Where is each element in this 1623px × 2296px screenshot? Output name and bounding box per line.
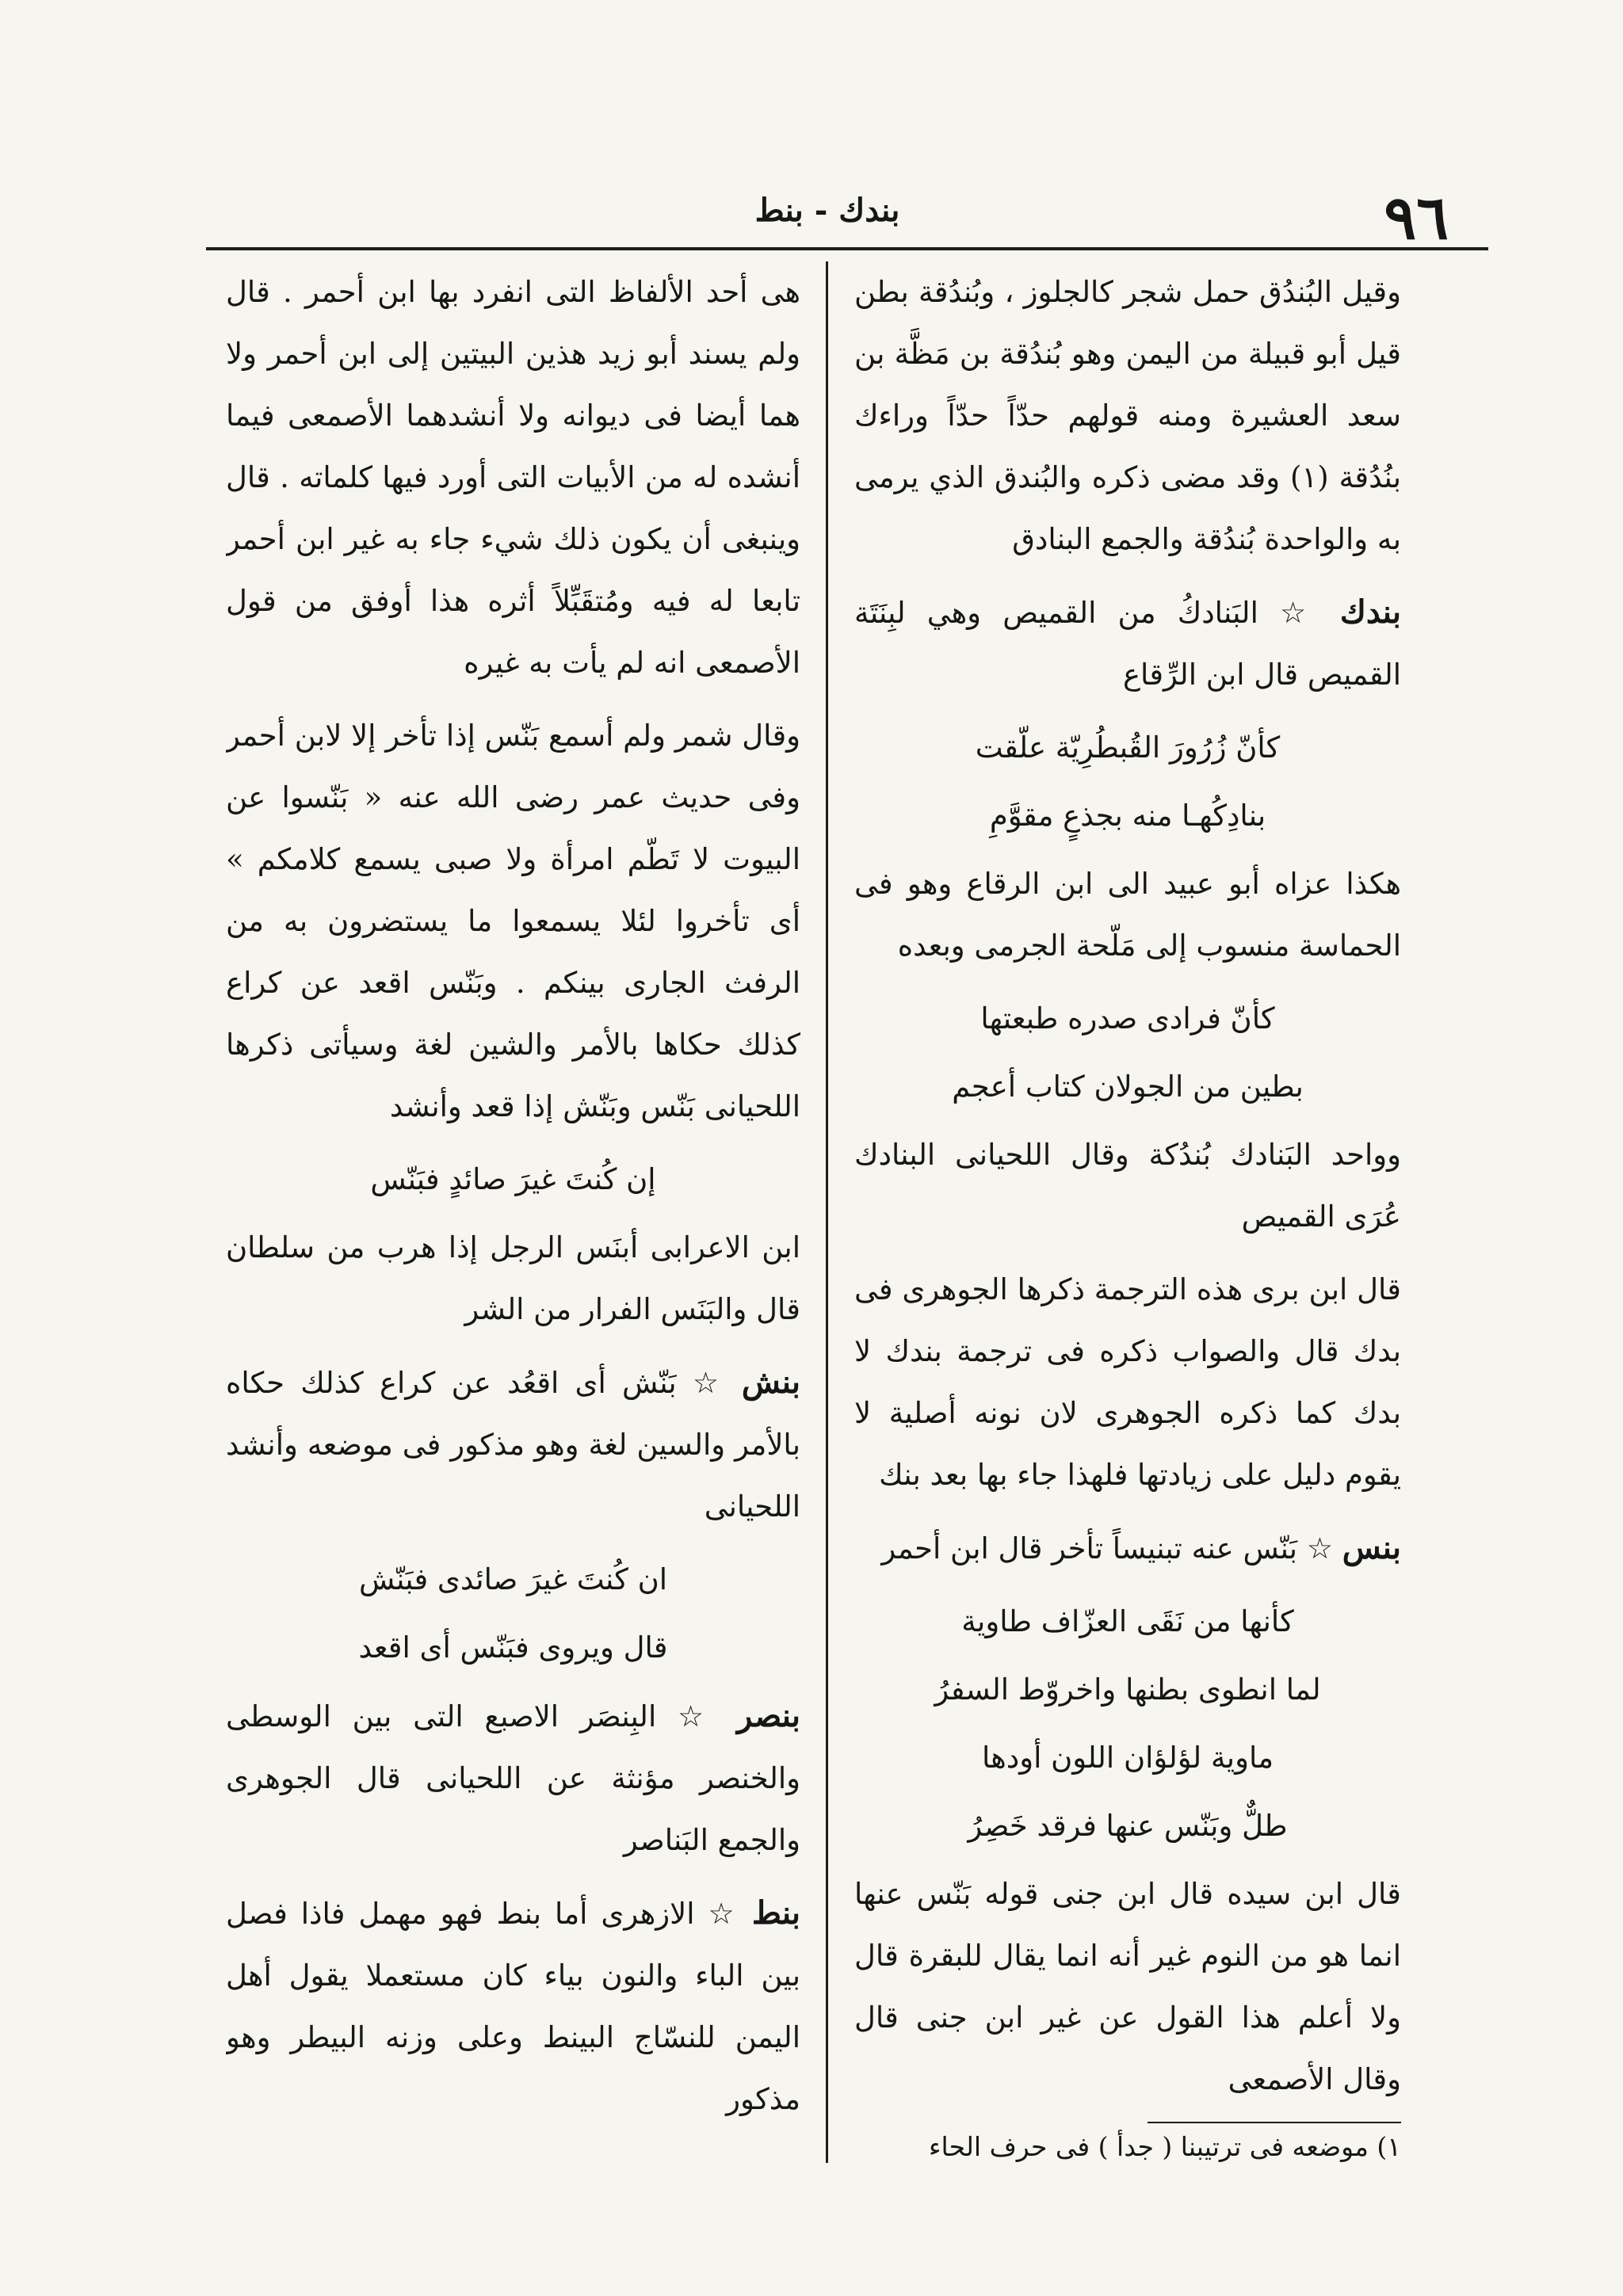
paragraph: وواحد البَنادك بُندُكة وقال اللحيانى البنادك عُرَى القميص [854,1138,1401,1234]
entry-headword: بندك [1339,593,1401,631]
entry-headword: بنصر [737,1697,800,1734]
entry-bandak [854,582,1401,706]
verse-line: ماوية لؤلؤان اللون أودها [981,1741,1274,1775]
paragraph: هكذا عزاه أبو عبيد الى ابن الرقاع وهو فى الحماسة منسوب إلى مَلّحة الجرمى وبعده [854,867,1401,963]
entry-binsir [226,1685,800,1871]
paragraph: هى أحد الألفاظ التى انفرد بها ابن أحمر . قال ولم يسند أبو زيد هذين البيتين إلى ابن أحمر ولا هما أيضا فى ديوانه ولا أنشدهما الأصمعى فيما أنشده له من الأبيات التى أورد فيها كلماته . قال وينبغى أن يكون ذلك شيء جاء به غير ابن أحمر تابعا له فيه ومُتقَبِّلاً أثره هذا أوفق من قول الأصمعى انه لم يأت به غيره [226,275,800,680]
verse-line: إن كُنتَ غيرَ صائدٍ فبَنّس [370,1162,656,1196]
verse-line: ان كُنتَ غيرَ صائدى فبَنّش [358,1562,668,1596]
verse-line: بنادِكُهـا منه بجذعٍ مقوَّمِ [989,799,1266,833]
entry-separator: ☆ [694,1897,739,1931]
page-number: ٩٦ [1384,182,1449,253]
verse-line: لما انطوى بطنها واخروّط السفرُ [934,1672,1321,1707]
right-column [854,261,1401,2163]
entry-text: الازهرى أما بنط فهو مهمل فاذا فصل بين الباء والنون بياء كان مستعملا يقول أهل اليمن للنسّاج البينط وعلى وزنه البيطر وهو مذكور [226,1897,800,2116]
running-title: بندك - بنط [754,192,900,229]
entry-banash [226,1352,800,1538]
entry-bant [226,1882,800,2130]
entry-headword: بنط [751,1894,800,1932]
entry-separator: ☆ [676,1366,726,1400]
column-divider [826,261,828,2163]
entry-text: البَنادكُ من القميص وهي لبِنَتَة القميص قال ابن الرِّقاع [854,596,1401,692]
entry-headword: بنس [1342,1529,1401,1566]
entry-separator: ☆ [656,1699,716,1733]
verse-line: قال ويروى فبَنّس أى اقعد [358,1630,668,1665]
paragraph: قال ابن برى هذه الترجمة ذكرها الجوهرى فى بدك قال والصواب ذكره فى ترجمة بندك لا بدك كما ذكره الجوهرى لان نونه أصلية لا يقوم دليل على زيادتها فلهذا جاء بها بعد بنك [854,1272,1401,1492]
entry-text: البِنصَر الاصبع التى بين الوسطى والخنصر مؤنثة عن اللحيانى قال الجوهرى والجمع البَناصر [226,1699,800,1857]
page-header [206,182,1449,254]
verse-line: طلٌّ وبَنّس عنها فرقد خَصِرُ [968,1809,1288,1843]
verse-line: كأنّ فرادى صدره طبعتها [980,1001,1275,1035]
paragraph: وقيل البُندُق حمل شجر كالجلوز ، وبُندُقة بطن قيل أبو قبيلة من اليمن وهو بُندُقة بن مَظَّة بن سعد العشيرة ومنه قولهم حدّاً حدّاً وراءك بنُدُقة (١) وقد مضى ذكره والبُندق الذي يرمى به والواحدة بُندُقة والجمع البنادق [854,275,1401,556]
entry-text: بَنّس عنه تبنيساً تأخر قال ابن أحمر [881,1531,1298,1566]
paragraph: ابن الاعرابى أبنَس الرجل إذا هرب من سلطان قال والبَنَس الفرار من الشر [226,1230,800,1326]
entry-text: بَنّش أى اقعُد عن كراع كذلك حكاه بالأمر والسين لغة وهو مذكور فى موضعه وأنشد اللحيانى [226,1366,800,1524]
left-column [226,261,800,2163]
header-rule [206,247,1488,250]
entry-separator: ☆ [1297,1531,1334,1566]
entry-headword: بنش [741,1363,800,1401]
verse-line: بطين من الجولان كتاب أعجم [952,1070,1304,1104]
paragraph: وقال شمر ولم أسمع بَنّس إذا تأخر إلا لابن أحمر وفى حديث عمر رضى الله عنه « بَنّسوا عن البيوت لا تَطّم امرأة ولا صبى يسمع كلامكم » أى تأخروا لئلا يسمعوا ما يستضرون به من الرفث الجارى بينكم . وبَنّس اقعد عن كراع كذلك حكاها بالأمر والشين لغة وسيأتى ذكرها اللحيانى بَنّس وبَنّش إذا قعد وأنشد [226,719,800,1123]
entry-banas [854,1517,1401,1580]
verse-line: كأنّ زُرُورَ القُبطُرِيّة علّقت [975,730,1281,765]
paragraph: قال ابن سيده قال ابن جنى قوله بَنّس عنها انما هو من النوم غير أنه انما يقال للبقرة قال ولا أعلم هذا القول عن غير ابن جنى قال وقال الأصمعى [854,1877,1401,2096]
footnote: ١) موضعه فى ترتيبنا ( جدأ ) فى حرف الحاء [929,2131,1401,2162]
verse-line: كأنها من نَقَى العزّاف طاوية [961,1604,1294,1638]
entry-separator: ☆ [1258,596,1319,630]
